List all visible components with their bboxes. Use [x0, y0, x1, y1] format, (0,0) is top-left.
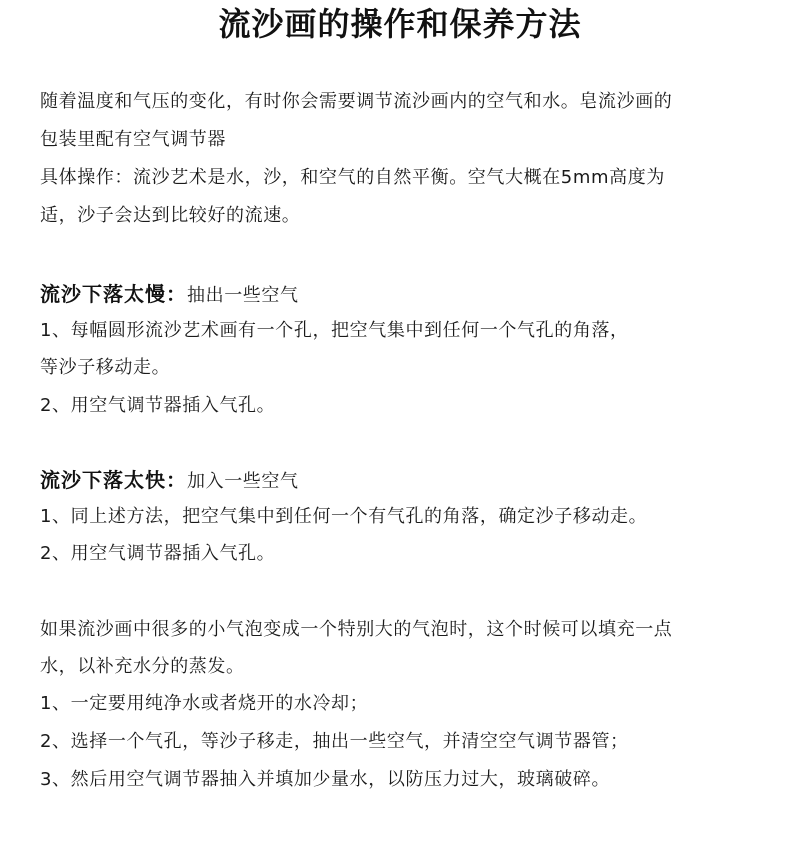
slow-step-2: 2、用空气调节器插入气孔。 — [40, 395, 276, 416]
fast-section-heading: 流沙下落太快： — [40, 468, 187, 492]
slow-step-1-line-1: 1、每幅圆形流沙艺术画有一个孔，把空气集中到任何一个气孔的角落， — [40, 320, 629, 341]
fast-step-2: 2、用空气调节器插入气孔。 — [40, 543, 276, 564]
bubble-line-1: 如果流沙画中很多的小气泡变成一个特别大的气泡时，这个时候可以填充一点 — [40, 619, 673, 640]
intro-line-3: 具体操作：流沙艺术是水，沙，和空气的自然平衡。空气大概在5mm高度为 — [40, 167, 665, 188]
bubble-step-1: 1、一定要用纯净水或者烧开的水冷却； — [40, 693, 369, 714]
slow-section-heading-row — [40, 281, 299, 309]
page-title: 流沙画的操作和保养方法 — [218, 5, 582, 43]
bubble-line-2: 水，以补充水分的蒸发。 — [40, 656, 245, 677]
bubble-step-2: 2、选择一个气孔，等沙子移走，抽出一些空气，并清空空气调节器管； — [40, 731, 629, 752]
slow-section-action: 抽出一些空气 — [187, 285, 299, 306]
fast-section-heading-row — [40, 467, 299, 495]
fast-step-1: 1、同上述方法，把空气集中到任何一个有气孔的角落，确定沙子移动走。 — [40, 506, 648, 527]
intro-line-2: 包装里配有空气调节器 — [40, 129, 226, 150]
slow-section-heading: 流沙下落太慢： — [40, 282, 187, 306]
slow-step-1-line-2: 等沙子移动走。 — [40, 357, 171, 378]
fast-section-action: 加入一些空气 — [187, 471, 299, 492]
intro-line-4: 适，沙子会达到比较好的流速。 — [40, 205, 301, 226]
bubble-step-3: 3、然后用空气调节器抽入并填加少量水，以防压力过大，玻璃破碎。 — [40, 769, 611, 790]
intro-line-1: 随着温度和气压的变化，有时你会需要调节流沙画内的空气和水。皂流沙画的 — [40, 91, 673, 112]
